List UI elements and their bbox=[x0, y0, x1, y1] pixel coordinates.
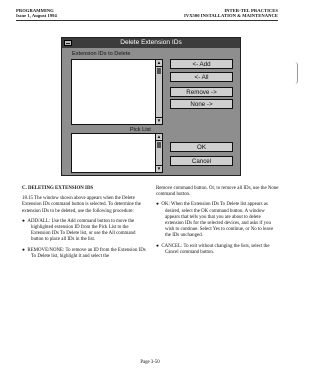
scroll-up-arrow-icon[interactable]: ▲ bbox=[156, 134, 162, 139]
delete-extension-ids-dialog bbox=[61, 37, 241, 176]
pick-list[interactable] bbox=[71, 133, 163, 173]
header-left bbox=[16, 8, 57, 19]
section-heading: C. DELETING EXTENSION IDS bbox=[22, 186, 94, 191]
header-manual-title: IVX500 INSTALLATION & MAINTENANCE bbox=[183, 13, 278, 19]
header-issue: Issue 1, August 1994 bbox=[16, 13, 57, 19]
left-text-column bbox=[22, 186, 148, 264]
bullet-ok-text: OK: When the Extension IDs To Delete list appears as desired, select the OK command button. A window appears that tells you that you are about to delete extension IDs for the selected devices, and asks if you wish to continue. Select Yes to continue, or No to leave the IDs unchanged. bbox=[161, 202, 274, 239]
scroll-down-arrow-icon[interactable]: ▼ bbox=[156, 166, 162, 171]
bullet-cancel-text: CANCEL: To exit without changing the lists, select the Cancel command button. bbox=[161, 243, 270, 255]
page-number: Page 3-50 bbox=[140, 360, 160, 365]
scroll-up-arrow-icon[interactable]: ▲ bbox=[156, 60, 162, 65]
bullet-cancel: ● CANCEL: To exit without changing the lists, select the Cancel command button. bbox=[156, 243, 270, 255]
header-practices: INTER-TEL PRACTICES bbox=[224, 8, 278, 13]
bullet-add-all-text: ADD/ALL: Use the Add command button to move the highlighted extension ID from the Pick List to the Extension IDs To Delete list, or use the All command button to place all IDs in the list. bbox=[27, 218, 136, 243]
scroll-thumb[interactable] bbox=[157, 68, 161, 74]
remove-continuation: Remove command button. Or, to remove all IDs, use the None command button. bbox=[156, 186, 279, 198]
header-right bbox=[184, 8, 278, 19]
page-edge-mark bbox=[294, 62, 298, 84]
header-rule bbox=[16, 20, 278, 21]
header-section-title: PROGRAMMING bbox=[16, 8, 54, 13]
extension-list-scrollbar[interactable] bbox=[155, 60, 162, 124]
add-button[interactable]: <- Add bbox=[170, 59, 233, 69]
procedure-paragraph: 18.15 The window shown above appears when the Delete Extension IDs command button is selected. To determine the extension IDs to be deleted, use the following procedure: bbox=[22, 196, 141, 214]
remove-button[interactable]: Remove -> bbox=[170, 87, 233, 97]
dialog-title-bar bbox=[62, 38, 240, 48]
right-text-column bbox=[156, 186, 280, 260]
scroll-thumb[interactable] bbox=[157, 142, 161, 148]
pick-list-scrollbar[interactable] bbox=[155, 134, 162, 172]
extension-ids-label: Extension IDs to Delete bbox=[72, 51, 131, 57]
bullet-add-all: ● ADD/ALL: Use the Add command button to move the highlighted extension ID from the Pick List to the Extension IDs To Delete list, or use the All command button to place all IDs in the list. bbox=[22, 218, 136, 243]
bullet-ok: ● OK: When the Extension IDs To Delete list appears as desired, select the OK command button. A window appears that tells you that you are about to delete extension IDs for the selected devices, and asks if you wish to continue. Select Yes to continue, or No to leave the IDs unchanged. bbox=[156, 202, 274, 239]
bullet-remove-none: ● REMOVE/NONE: To remove an ID from the Extension IDs To Delete list, highlight it and select the bbox=[22, 247, 146, 259]
ok-button[interactable]: OK bbox=[170, 142, 233, 152]
all-button[interactable]: <- All bbox=[170, 72, 233, 82]
bullet-remove-none-text: REMOVE/NONE: To remove an ID from the Extension IDs To Delete list, highlight it and select the bbox=[27, 247, 146, 259]
pick-list-label: Pick List bbox=[130, 127, 151, 133]
scroll-down-arrow-icon[interactable]: ▼ bbox=[156, 118, 162, 123]
cancel-button[interactable]: Cancel bbox=[170, 156, 233, 166]
none-button[interactable]: None -> bbox=[170, 99, 233, 109]
dialog-title: Delete Extension IDs bbox=[120, 39, 182, 46]
extension-ids-to-delete-list[interactable] bbox=[71, 59, 163, 125]
